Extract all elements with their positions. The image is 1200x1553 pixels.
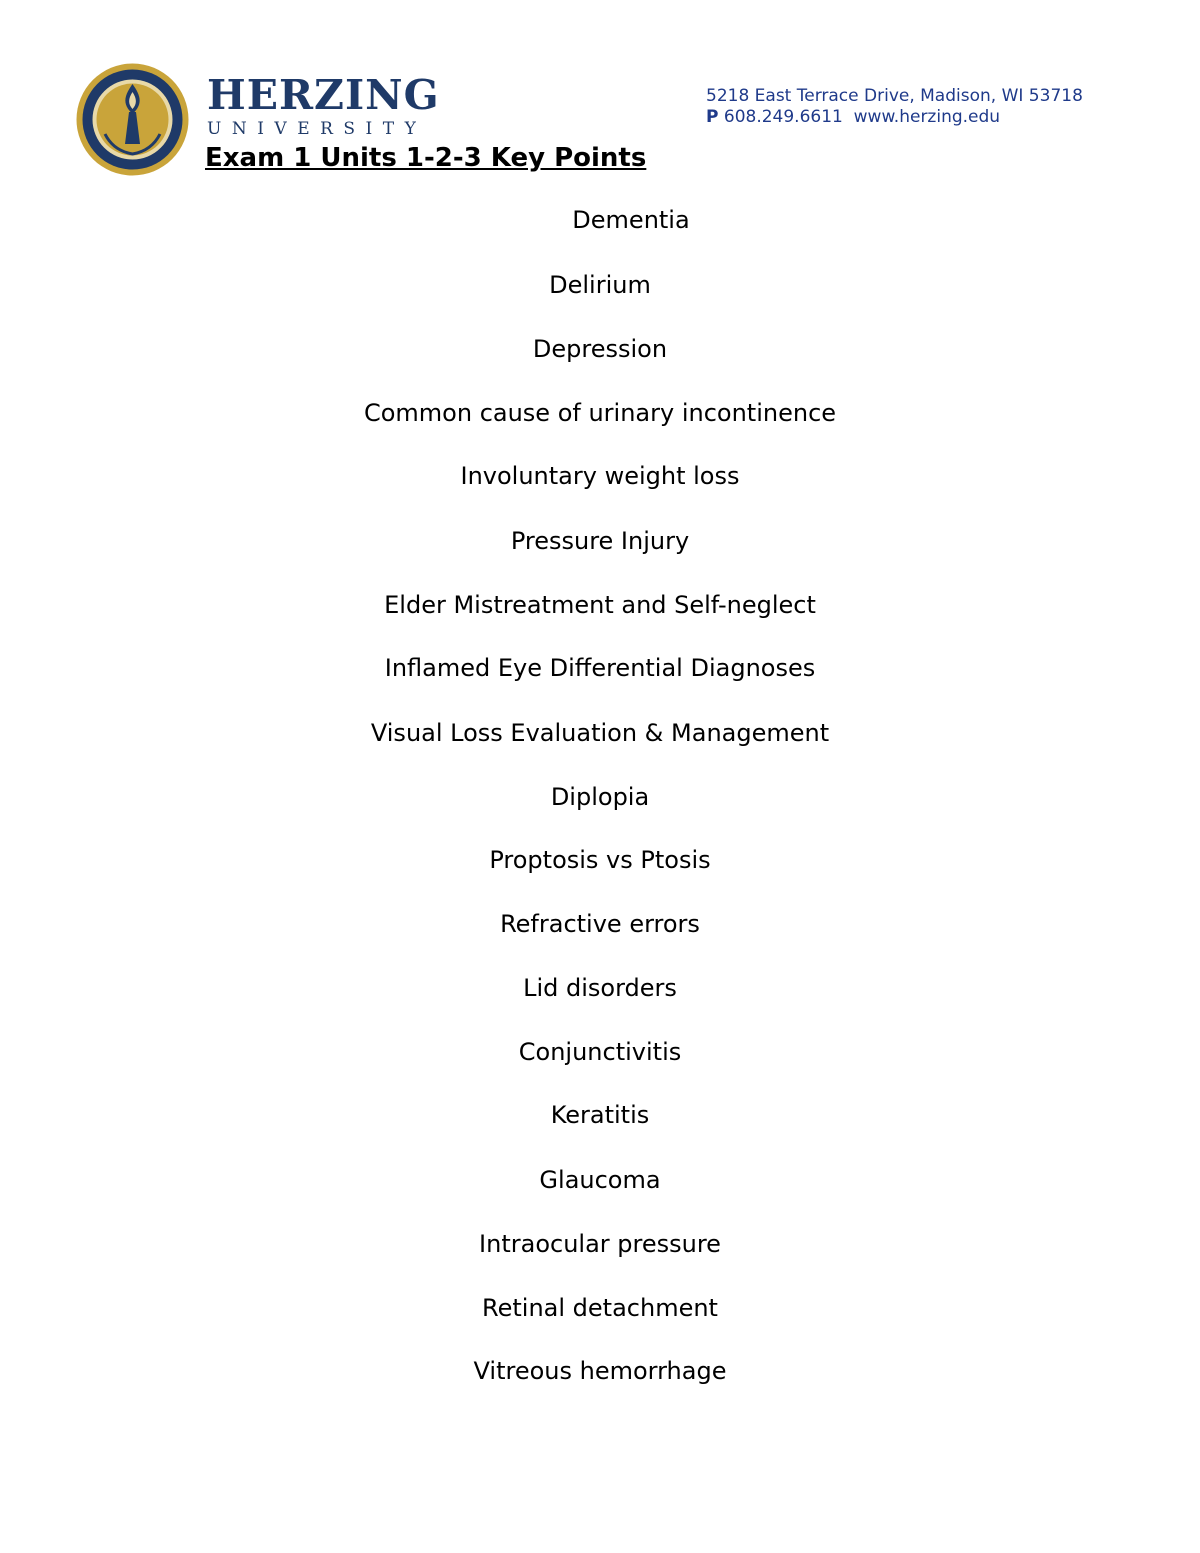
phone-label: P — [706, 107, 719, 127]
page-title: Exam 1 Units 1-2-3 Key Points — [205, 143, 647, 173]
key-point-item: Lid disorders — [523, 974, 677, 1002]
brand-name: HERZING — [207, 71, 440, 119]
key-point-item: Common cause of urinary incontinence — [363, 399, 837, 427]
key-point-item: Intraocular pressure — [479, 1230, 721, 1258]
university-seal-logo — [75, 62, 190, 177]
key-point-item: Refractive errors — [500, 910, 700, 938]
brand-subtitle: UNIVERSITY — [207, 119, 427, 139]
phone-number: 608.249.6611 — [723, 107, 843, 127]
key-point-item: Elder Mistreatment and Self-neglect — [384, 591, 816, 619]
contact-block — [706, 86, 1083, 128]
key-point-item: Depression — [532, 335, 668, 363]
website-link[interactable]: www.herzing.edu — [853, 107, 1001, 127]
key-point-item: Inflamed Eye Differential Diagnoses — [384, 654, 816, 682]
address-line: 5218 East Terrace Drive, Madison, WI 53718 — [706, 86, 1083, 106]
key-point-item: Diplopia — [550, 783, 650, 811]
key-point-item: Involuntary weight loss — [460, 462, 740, 490]
phone-web-line — [706, 107, 1083, 128]
key-point-item: Vitreous hemorrhage — [473, 1357, 727, 1385]
key-point-item: Visual Loss Evaluation & Management — [370, 719, 830, 747]
key-point-item: Keratitis — [550, 1101, 650, 1129]
key-point-item: Proptosis vs Ptosis — [489, 846, 711, 874]
key-point-item: Retinal detachment — [482, 1294, 718, 1322]
key-point-item: Conjunctivitis — [518, 1038, 682, 1066]
key-point-item: Dementia — [572, 206, 690, 234]
key-point-item: Pressure Injury — [510, 527, 690, 555]
key-point-item: Glaucoma — [539, 1166, 661, 1194]
brand-wordmark — [207, 72, 440, 138]
key-point-item: Delirium — [549, 271, 651, 299]
